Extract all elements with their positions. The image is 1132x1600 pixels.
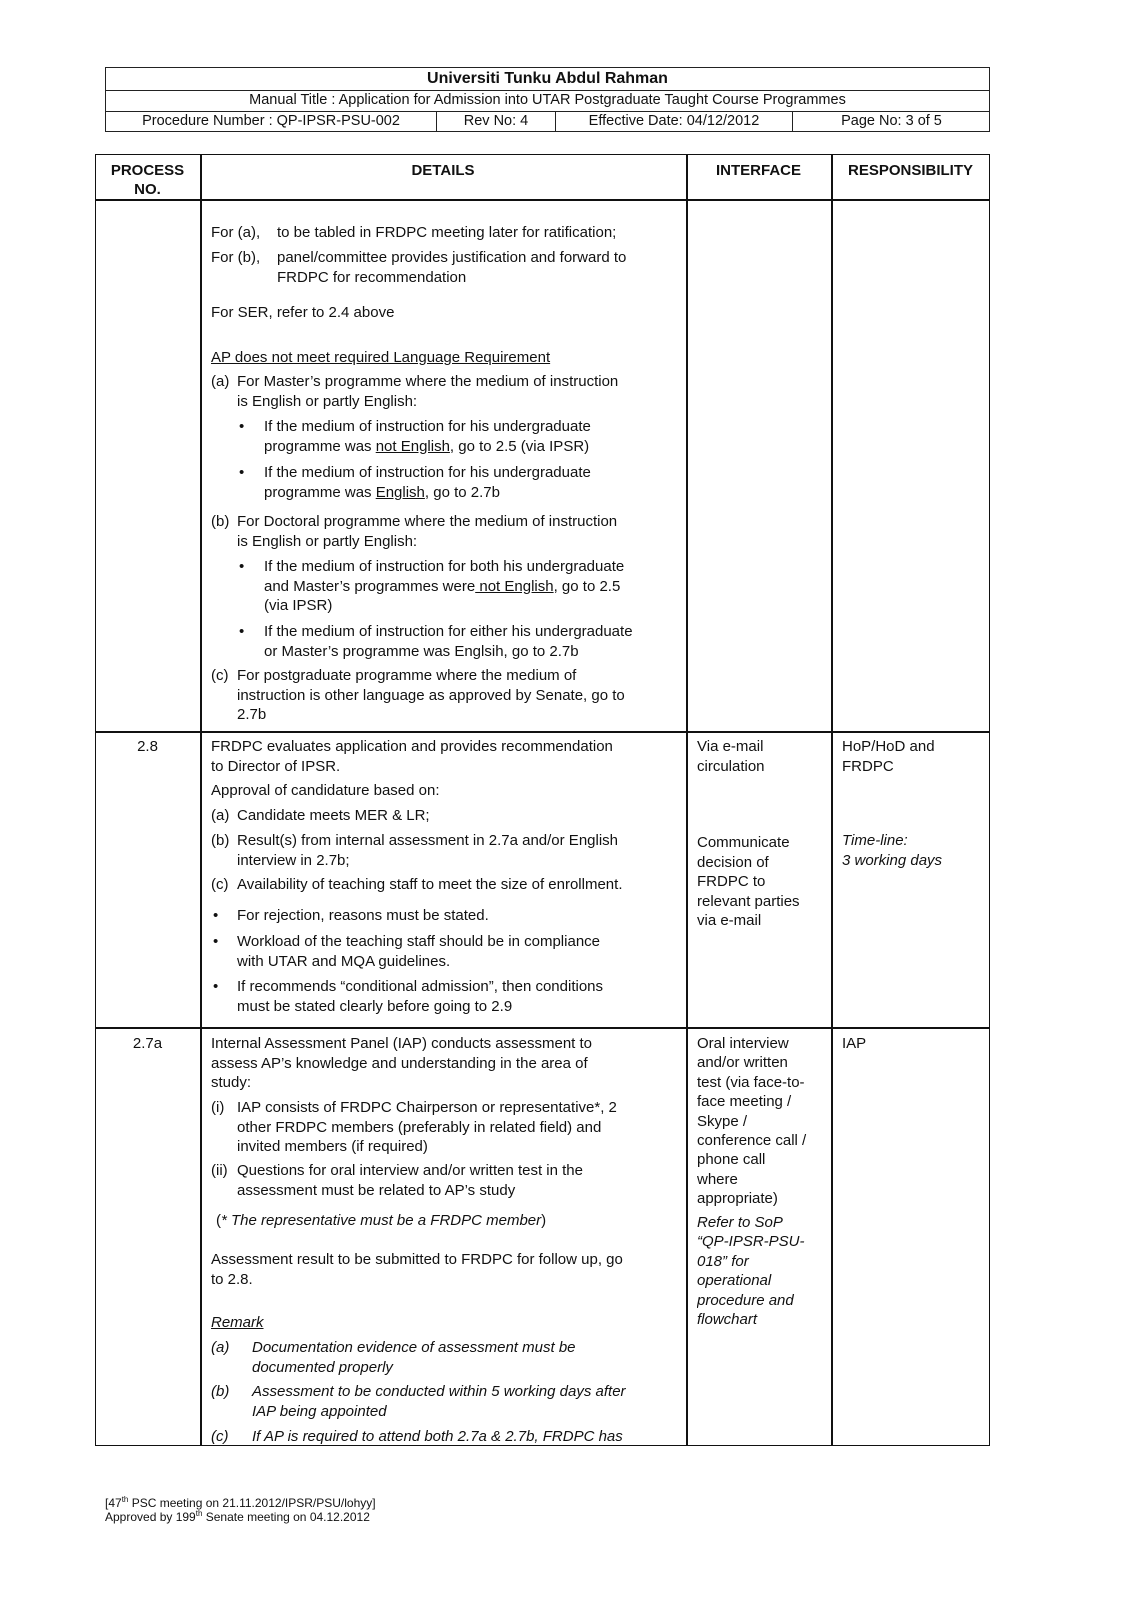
bullet-text: If the medium of instruction for his undergraduate programme was not English, go to 2.5 (via IPSR) (264, 418, 591, 455)
note: (* The representative must be a FRDPC member) (216, 1212, 547, 1229)
item-label: (i) (211, 1099, 225, 1116)
bullet-text: If the medium of instruction for either his undergraduate or Master’s programme was Englsih, go to 2.7b (264, 623, 633, 660)
bullet-icon: • (213, 907, 219, 924)
row3-process-no (95, 1029, 200, 1446)
item-text: panel/committee provides justification and forward to FRDPC for recommendation (277, 249, 627, 286)
bullet-icon: • (239, 623, 245, 640)
column-header-responsibility: RESPONSIBILITY (847, 162, 974, 179)
item-label: (c) (211, 1428, 229, 1445)
bullet-icon: • (239, 558, 245, 575)
responsibility-text: HoP/HoD and FRDPC (842, 738, 935, 775)
item-text: For postgraduate programme where the medium of instruction is other language as approved by Senate, go to 2.7b (237, 667, 625, 723)
item-label: (c) (211, 667, 229, 684)
remark-text: If AP is required to attend both 2.7a & 2.7b, FRDPC has (252, 1428, 623, 1445)
divider (686, 154, 688, 1446)
item-label: (b) (211, 513, 230, 530)
timeline-text: Time-line: 3 working days (842, 832, 943, 869)
effective-date: Effective Date: 04/12/2012 (556, 111, 793, 132)
item-label: For (b), (211, 249, 261, 266)
interface-text: Communicate decision of FRDPC to relevant parties via e-mail (697, 834, 800, 929)
manual-title: Manual Title : Application for Admission into UTAR Postgraduate Taught Course Programmes (106, 90, 989, 112)
rev-no: Rev No: 4 (437, 111, 556, 132)
column-header-details: DETAILS (411, 162, 475, 179)
item-text: For Doctoral programme where the medium of instruction is English or partly English: (237, 513, 618, 550)
item-label: (b) (211, 832, 230, 849)
item-text: Availability of teaching staff to meet the size of enrollment. (237, 876, 623, 893)
row2-details (211, 732, 685, 1027)
paragraph: Assessment result to be submitted to FRDPC for follow up, go to 2.8. (211, 1251, 623, 1288)
bullet-icon: • (213, 933, 219, 950)
interface-reference: Refer to SoP “QP-IPSR-PSU- 018” for operational procedure and flowchart (697, 1214, 805, 1329)
item-label: (c) (211, 876, 229, 893)
document-header (105, 67, 990, 132)
paragraph: FRDPC evaluates application and provides recommendation to Director of IPSR. (211, 738, 613, 775)
bullet-text: If recommends “conditional admission”, then conditions must be stated clearly before going to 2.9 (237, 978, 604, 1015)
item-text: For Master’s programme where the medium of instruction is English or partly English: (237, 373, 619, 410)
row1-details (211, 200, 685, 731)
footer (105, 1496, 376, 1524)
interface-text: Via e-mail circulation (697, 738, 765, 775)
divider (831, 154, 833, 1446)
bullet-text: If the medium of instruction for his undergraduate programme was English, go to 2.7b (264, 464, 591, 501)
bullet-icon: • (239, 464, 245, 481)
row2-responsibility (842, 732, 989, 1027)
bullet-icon: • (213, 978, 219, 995)
university-name: Universiti Tunku Abdul Rahman (106, 68, 989, 91)
paragraph: Approval of candidature based on: (211, 782, 440, 799)
row3-interface (697, 1029, 830, 1445)
item-label: (a) (211, 807, 230, 824)
paragraph: For SER, refer to 2.4 above (211, 304, 395, 321)
section-heading: AP does not meet required Language Requirement (211, 349, 551, 366)
footer-psc-meeting: [47th PSC meeting on 21.11.2012/IPSR/PSU/lohyy] (105, 1495, 376, 1510)
remark-text: Documentation evidence of assessment must be documented properly (252, 1339, 576, 1376)
item-text: to be tabled in FRDPC meeting later for ratification; (277, 224, 617, 241)
bullet-text: If the medium of instruction for both his undergraduate and Master’s programmes were not English, go to 2.5 (via IPSR) (264, 558, 625, 614)
row2-process-no (95, 732, 200, 1027)
bullet-text: Workload of the teaching staff should be in compliance with UTAR and MQA guidelines. (237, 933, 601, 970)
process-number: 2.7a (132, 1035, 163, 1052)
row2-interface (697, 732, 830, 1027)
item-label: (b) (211, 1383, 230, 1400)
column-header-interface: INTERFACE (715, 162, 801, 179)
column-header-process-no: PROCESS NO. (110, 162, 185, 198)
remark-text: Assessment to be conducted within 5 working days after IAP being appointed (252, 1383, 626, 1420)
footer-senate-approval: Approved by 199th Senate meeting on 04.12.2012 (105, 1509, 370, 1524)
item-text: IAP consists of FRDPC Chairperson or representative*, 2 other FRDPC members (preferably in related field) and invited members (if required) (237, 1099, 617, 1155)
item-text: Result(s) from internal assessment in 2.7a and/or English interview in 2.7b; (237, 832, 619, 869)
item-label: (a) (211, 373, 230, 390)
responsibility-text: IAP (842, 1035, 867, 1052)
row3-details (211, 1029, 685, 1445)
paragraph: Internal Assessment Panel (IAP) conducts assessment to assess AP’s knowledge and understanding in the area of study: (211, 1035, 593, 1091)
bullet-icon: • (239, 418, 245, 435)
interface-text: Oral interview and/or written test (via face-to- face meeting / Skype / conference call / phone call where appropriate) (697, 1035, 807, 1208)
divider (200, 154, 202, 1446)
remark-heading: Remark (211, 1314, 264, 1331)
item-text: Candidate meets MER & LR; (237, 807, 430, 824)
item-label: For (a), (211, 224, 261, 241)
item-text: Questions for oral interview and/or written test in the assessment must be related to AP’s study (237, 1162, 583, 1199)
item-label: (ii) (211, 1162, 228, 1179)
row3-responsibility (842, 1029, 989, 1445)
bullet-text: For rejection, reasons must be stated. (237, 907, 489, 924)
page-number: Page No: 3 of 5 (841, 113, 942, 129)
procedure-number: Procedure Number : QP-IPSR-PSU-002 (106, 111, 437, 132)
item-label: (a) (211, 1339, 230, 1356)
process-number: 2.8 (137, 738, 158, 755)
